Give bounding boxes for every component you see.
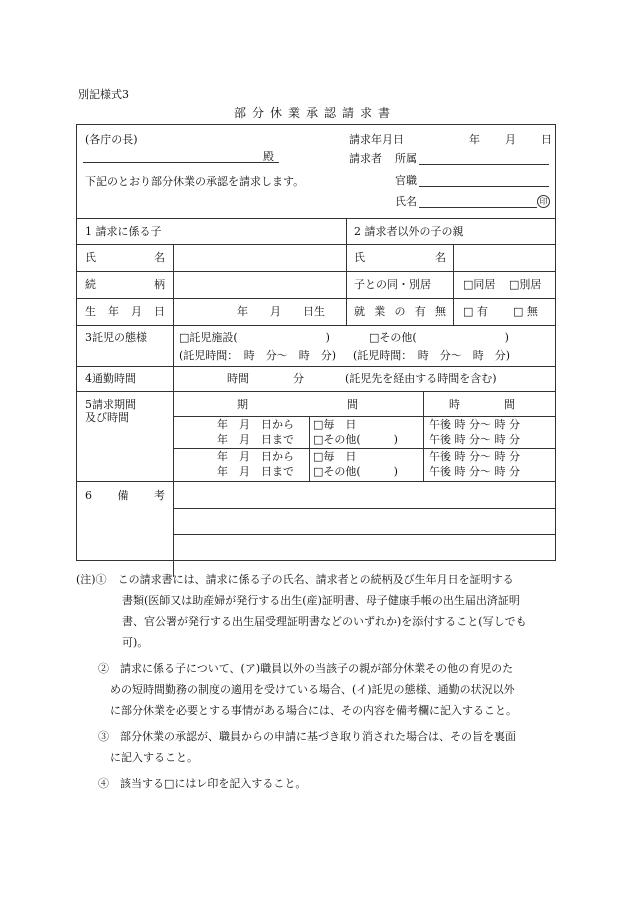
seal-mark: 印 — [537, 195, 550, 208]
dono-label: 殿 — [263, 150, 274, 163]
work-no-checkbox[interactable]: □ 無 — [513, 305, 538, 318]
note-line: めの短時間勤務の制度の適用を受けている場合、(イ)託児の態様、通勤の状況以外 — [110, 683, 515, 696]
remarks-field-3[interactable] — [181, 539, 551, 557]
child-birth-value[interactable]: 年 月 日生 — [237, 305, 325, 318]
note-line: ② 請求に係る子について、(ア)職員以外の当該子の親が部分休業その他の育児のた — [98, 662, 514, 675]
note-line: ④ 該当する□にはレ印を記入すること。 — [98, 777, 307, 790]
parent-name-label: 氏 名 — [354, 251, 446, 264]
addressee-line — [83, 162, 279, 163]
period1-other-checkbox[interactable]: □その他( ) — [313, 433, 398, 446]
section2-title: 2 請求者以外の子の親 — [354, 225, 464, 238]
facility-checkbox[interactable]: □託児施設( ) — [179, 331, 330, 344]
name-field[interactable] — [419, 207, 537, 208]
requester-label: 請求者 — [349, 152, 382, 165]
post-field[interactable] — [419, 186, 549, 187]
employment-label: 就 業 の 有 無 — [354, 305, 446, 318]
period1-time-2[interactable]: 午後 時 分〜 時 分 — [429, 433, 520, 446]
commute-time-value[interactable]: 時間 分 — [227, 372, 304, 385]
child-birth-label: 生 年 月 日 — [85, 305, 165, 318]
note-line: に記入すること。 — [110, 751, 198, 764]
section1-title: 1 請求に係る子 — [85, 225, 162, 238]
time-column-header: 時 間 — [449, 398, 515, 411]
name-label: 氏名 — [395, 195, 417, 208]
period-label-1: 5請求期間 — [85, 398, 136, 411]
cohab-separate-checkbox[interactable]: □別居 — [509, 278, 542, 291]
request-statement: 下記のとおり部分休業の承認を請求します。 — [85, 175, 305, 188]
note-line: に部分休業を必要とする事情がある場合には、その内容を備考欄に記入すること。 — [110, 704, 517, 717]
cohabitation-label: 子との同・別居 — [354, 278, 431, 291]
facility-time[interactable]: (託児時間： 時 分〜 時 分) — [179, 349, 337, 362]
period1-to[interactable]: 年 月 日まで — [217, 433, 294, 446]
form-code: 別記様式3 — [78, 88, 129, 101]
child-relation-label: 続 柄 — [85, 278, 165, 291]
note-line: 書、官公署が発行する出生届受理証明書などのいずれか)を添付すること(写しでも — [122, 615, 527, 628]
addressee-label: (各庁の長) — [85, 133, 138, 146]
period2-from[interactable]: 年 月 日から — [217, 450, 294, 463]
commute-note: (託児先を経由する時間を含む) — [345, 372, 497, 385]
period2-to[interactable]: 年 月 日まで — [217, 465, 294, 478]
cohab-same-checkbox[interactable]: □同居 — [463, 278, 496, 291]
note-line: ③ 部分休業の承認が、職員からの申請に基づき取り消された場合は、その旨を裏面 — [98, 730, 516, 743]
request-form — [76, 124, 556, 561]
note-line: 可)。 — [122, 636, 149, 649]
period1-from[interactable]: 年 月 日から — [217, 418, 294, 431]
period2-other-checkbox[interactable]: □その他( ) — [313, 465, 398, 478]
dept-label: 所属 — [395, 152, 417, 165]
note-line: (注)① この請求書には、請求に係る子の氏名、請求者との続柄及び生年月日を証明する — [76, 573, 514, 586]
date-month: 月 — [505, 133, 516, 146]
childcare-label: 3託児の態様 — [85, 331, 147, 344]
request-date-label: 請求年月日 — [349, 133, 404, 146]
remarks-label: 6 備 考 — [85, 489, 165, 502]
other-care-checkbox[interactable]: □その他( ) — [369, 331, 509, 344]
period-column-header: 期 間 — [237, 398, 358, 411]
note-line: 書類(医師又は助産婦が発行する出生(産)証明書、母子健康手帳の出生届出済証明 — [122, 594, 520, 607]
period1-everyday-checkbox[interactable]: □毎 日 — [313, 418, 357, 431]
date-day: 日 — [541, 133, 552, 146]
period-label-2: 及び時間 — [85, 411, 129, 424]
remarks-field-1[interactable] — [181, 487, 551, 505]
date-year: 年 — [469, 133, 480, 146]
period1-time-1[interactable]: 午後 時 分〜 時 分 — [429, 418, 520, 431]
period2-everyday-checkbox[interactable]: □毎 日 — [313, 450, 357, 463]
dept-field[interactable] — [419, 164, 549, 165]
post-label: 官職 — [395, 174, 417, 187]
period2-time-2[interactable]: 午後 時 分〜 時 分 — [429, 465, 520, 478]
other-care-time[interactable]: (託児時間： 時 分〜 時 分) — [353, 349, 511, 362]
form-title: 部分休業承認請求書 — [233, 106, 396, 120]
remarks-field-2[interactable] — [181, 513, 551, 531]
period2-time-1[interactable]: 午後 時 分〜 時 分 — [429, 450, 520, 463]
child-name-label: 氏 名 — [85, 251, 165, 264]
work-yes-checkbox[interactable]: □ 有 — [463, 305, 488, 318]
commute-label: 4通勤時間 — [85, 372, 136, 385]
